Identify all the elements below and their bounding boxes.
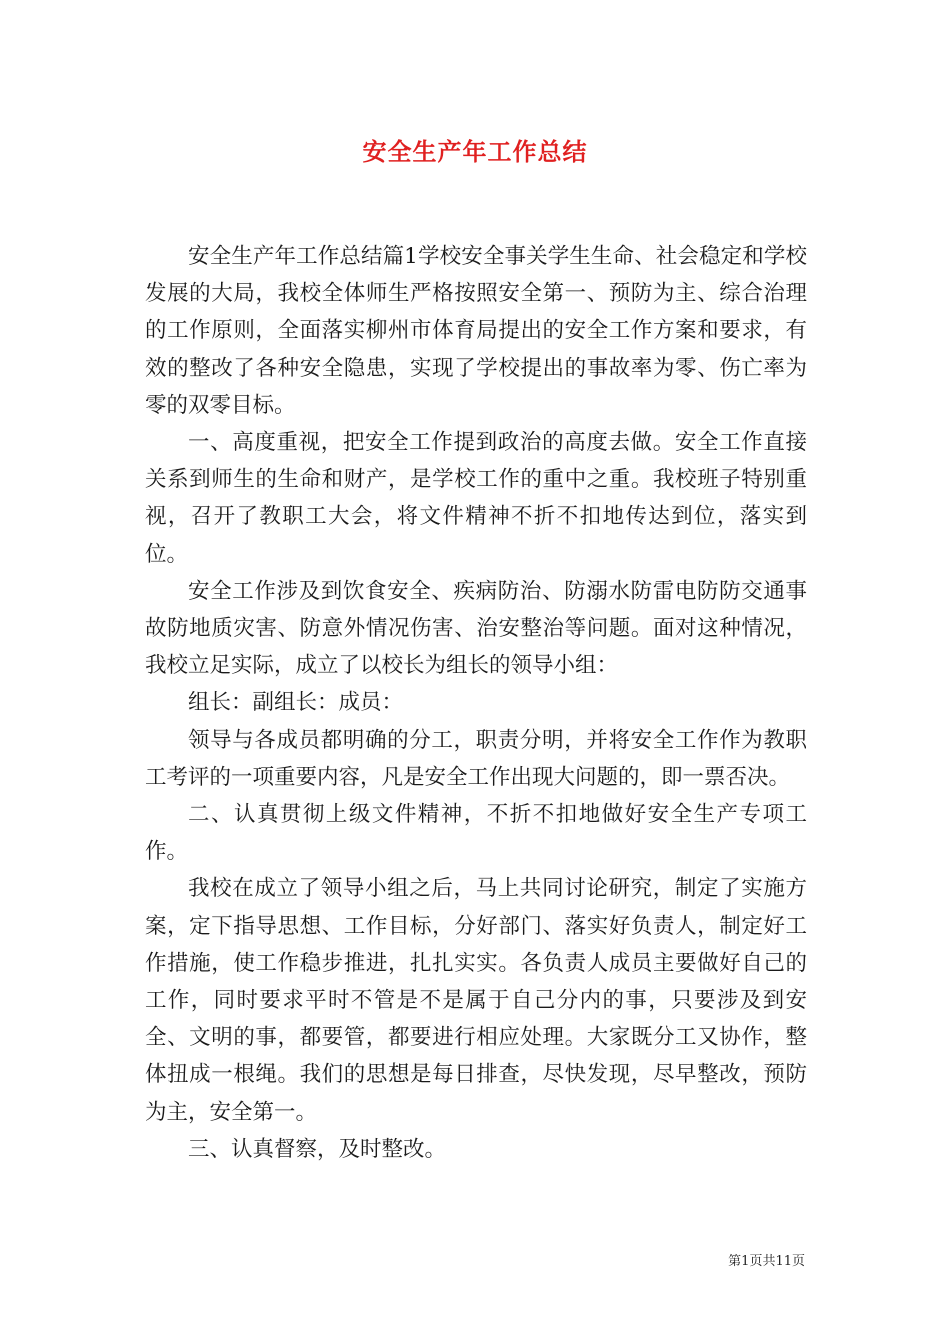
- paragraph-implementation: 我校在成立了领导小组之后，马上共同讨论研究，制定了实施方案，定下指导思想、工作目标，分好部门、落实好负责人，制定好工作措施，使工作稳步推进，扎扎实实。各负责人成员主要做好自己的工作，同时要求平时不管是不是属于自己分内的事，只要涉及到安全、文明的事，都要管，都要进行相应处理。大家既分工又协作，整体扭成一根绳。我们的思想是每日排查，尽快发现，尽早整改，预防为主，安全第一。: [145, 876, 807, 1125]
- paragraph-section-one: 一、高度重视，把安全工作提到政治的高度去做。安全工作直接关系到师生的生命和财产，是学校工作的重中之重。我校班子特别重视，召开了教职工大会，将文件精神不折不扣地传达到位，落实到位。: [145, 430, 807, 567]
- paragraph-section-three: 三、认真督察，及时整改。: [188, 1136, 447, 1162]
- paragraph-section-two: 二、认真贯彻上级文件精神，不折不扣地做好安全生产专项工作。: [145, 802, 807, 865]
- paragraph-safety-scope: 安全工作涉及到饮食安全、疾病防治、防溺水防雷电防防交通事故防地质灾害、防意外情况伤害、治安整治等问题。面对这种情况，我校立足实际，成立了以校长为组长的领导小组：: [145, 578, 807, 679]
- paragraph-division-of-duties: 领导与各成员都明确的分工，职责分明，并将安全工作作为教职工考评的一项重要内容，凡是安全工作出现大问题的，即一票否决。: [145, 727, 807, 790]
- page-number: 第1页共11页: [728, 1254, 805, 1269]
- paragraph-team-roles: 组长：副组长：成员：: [188, 690, 404, 716]
- document-title: 安全生产年工作总结: [362, 138, 588, 166]
- paragraph-intro: 安全生产年工作总结篇1学校安全事关学生生命、社会稳定和学校发展的大局，我校全体师生严格按照安全第一、预防为主、综合治理的工作原则，全面落实柳州市体育局提出的安全工作方案和要求，有效的整改了各种安全隐患，实现了学校提出的事故率为零、伤亡率为零的双零目标。: [145, 244, 807, 418]
- document-body: [145, 238, 807, 1168]
